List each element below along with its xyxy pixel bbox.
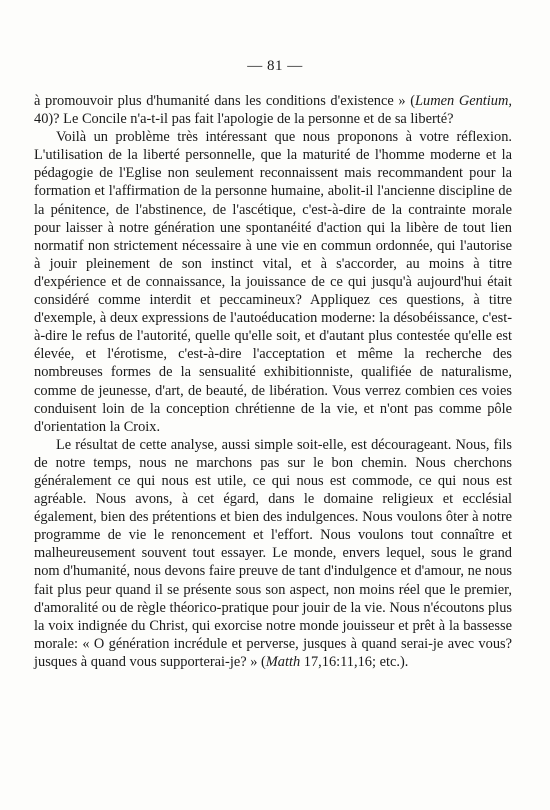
page-number: — 81 — xyxy=(247,58,303,74)
paragraph-3-text: Le résultat de cette analyse, aussi simple soit-elle, est décourageant. Nous, fils de notre temps, nous ne marchons pas sur le bon chemin. Nous cherchons généralement ce qui nous est utile, ce qui nous est commode, ce qui nous est agréable. Nous avons, à cet égard, dans le domaine religieux et ecclésial également, bien des prétentions et bien des indulgences. Nous voulons ôter à notre programme de vie le renoncement et l'effort. Nous voulons tout connaître et malheureusement souvent tout essayer. Le monde, envers lequel, sous le grand nom d'humanité, nous devons faire preuve de tant d'indulgence et d'amour, ne nous fait plus peur quand il se présente sous son aspect, non moins réel que le premier, d'amoralité ou de règle théorico-pratique pour jouir de la vie. Nous n'écoutons plus la voix indignée du Christ, qui exorcise notre monde jouisseur et prêt à la bassesse morale: « O génération incrédule et perverse, jusques à quand serai-je avec vous? jusques à quand vous supporterai-je? » ( xyxy=(34,436,512,670)
paragraph-2-text: Voilà un problème très intéressant que nous proponons à votre réflexion. L'utilisation de la liberté personnelle, que la maturité de l'homme moderne et la pédagogie de l'Eglise non seulement reconnaissent mais recommandent pour la formation et l'affirmation de la personne humaine, abolit-il l'ancienne discipline de la pénitence, de l'abstinence, de l'ascétique, c'est-à-dire de la contrainte morale pour laisser à notre génération une spontanéité d'action qui la libère de tout lien normatif non strictement nécessaire à une vie en commun ordonnée, qui l'autorise à jouir pleinement de son instinct vital, et à s'accorder, au moins à titre d'expérience et de connaissance, la jouissance de ce qui jusqu'à aujourd'hui était considéré comme interdit et peccamineux? Appliquez ces questions, à titre d'exemple, à deux expressions de l'autoéducation moderne: la désobéissance, c'est-à-dire le refus de l'autorité, quelle qu'elle soit, et d'autant plus contestée qu'elle est élevée, et l'érotisme, c'est-à-dire l'acceptation et même la recherche des nombreuses formes de la sensualité exhibitionniste, qualifiée de naturalisme, comme de jeunesse, d'art, de beauté, de libération. Vous verrez combien ces voies conduisent loin de la conception chrétienne de la vie, et n'ont pas comme pôle d'orientation la Croix. xyxy=(34,129,512,435)
body-text xyxy=(34,92,512,671)
paragraph-1-text: à promouvoir plus d'humanité dans les conditions d'existence » ( xyxy=(34,93,416,109)
paragraph-1 xyxy=(34,92,512,128)
paragraph-3 xyxy=(34,436,512,671)
citation-matth: Matth xyxy=(265,653,301,670)
paragraph-3-text-end: 17,16:11,16; etc.). xyxy=(300,653,409,670)
paragraph-2 xyxy=(34,128,512,436)
paragraph-1-text-cont: 40)? Le Concile n'a-t-il pas fait l'apologie de la personne et de sa liberté? xyxy=(34,111,454,128)
citation-lumen-gentium: Lumen Gentium, xyxy=(415,93,512,109)
